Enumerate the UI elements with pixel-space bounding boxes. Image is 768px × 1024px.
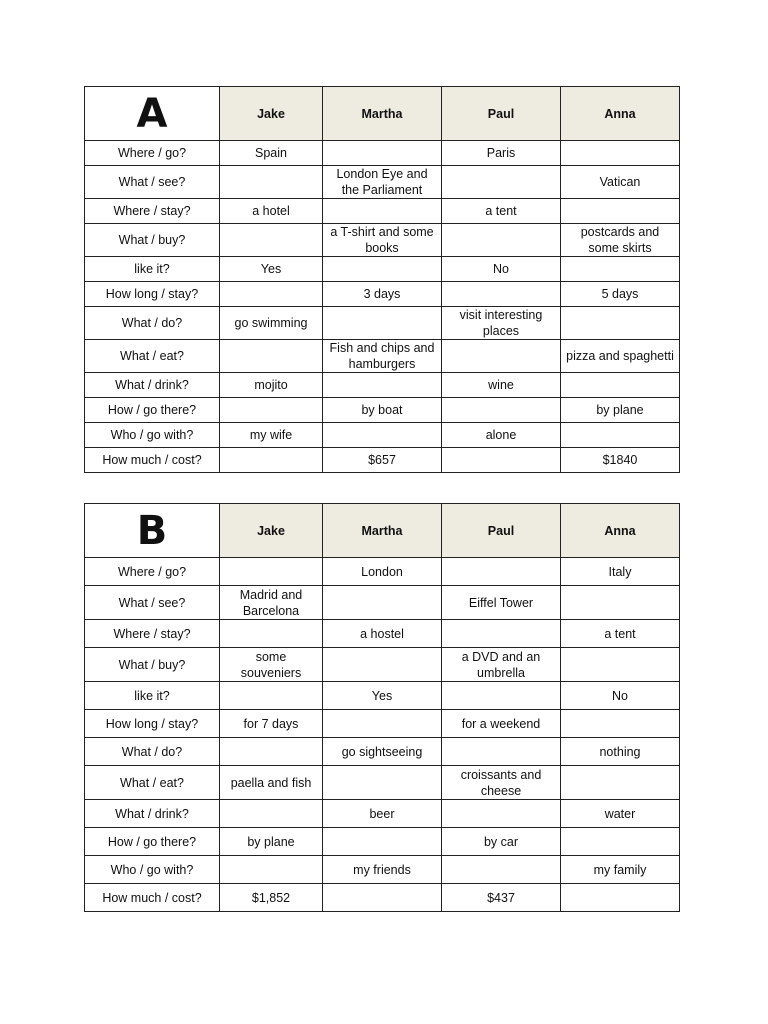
question-cell: What / drink? — [85, 373, 220, 398]
answer-cell-anna — [561, 257, 680, 282]
column-header-anna: Anna — [561, 504, 680, 558]
answer-cell-paul: a tent — [442, 199, 561, 224]
answer-cell-jake: a hotel — [220, 199, 323, 224]
answer-cell-anna — [561, 710, 680, 738]
column-header-jake: Jake — [220, 504, 323, 558]
answer-cell-paul — [442, 448, 561, 473]
answer-cell-anna — [561, 766, 680, 800]
answer-cell-martha — [323, 766, 442, 800]
answer-cell-martha — [323, 586, 442, 620]
answer-cell-jake: Madrid and Barcelona — [220, 586, 323, 620]
answer-cell-paul — [442, 620, 561, 648]
answer-cell-paul — [442, 166, 561, 199]
answer-cell-jake — [220, 620, 323, 648]
column-header-paul: Paul — [442, 87, 561, 141]
question-cell: Who / go with? — [85, 856, 220, 884]
answer-cell-jake — [220, 224, 323, 257]
table-row — [85, 423, 680, 448]
answer-cell-paul — [442, 340, 561, 373]
answer-cell-anna — [561, 648, 680, 682]
answer-cell-jake — [220, 166, 323, 199]
answer-cell-jake: Spain — [220, 141, 323, 166]
question-cell: What / drink? — [85, 800, 220, 828]
question-cell: What / do? — [85, 738, 220, 766]
answer-cell-anna: 5 days — [561, 282, 680, 307]
table-row — [85, 558, 680, 586]
answer-cell-paul: $437 — [442, 884, 561, 912]
table-row — [85, 738, 680, 766]
header-row — [85, 504, 680, 558]
table-row — [85, 856, 680, 884]
answer-cell-jake: by plane — [220, 828, 323, 856]
answer-cell-martha — [323, 199, 442, 224]
answer-cell-martha: my friends — [323, 856, 442, 884]
answer-cell-martha: 3 days — [323, 282, 442, 307]
table-row — [85, 448, 680, 473]
answer-cell-jake — [220, 398, 323, 423]
answer-cell-paul: wine — [442, 373, 561, 398]
question-cell: Where / go? — [85, 141, 220, 166]
header-row — [85, 87, 680, 141]
answer-cell-jake — [220, 800, 323, 828]
answer-cell-jake — [220, 738, 323, 766]
answer-cell-martha: Fish and chips and hamburgers — [323, 340, 442, 373]
answer-cell-martha: beer — [323, 800, 442, 828]
answer-cell-jake: go swimming — [220, 307, 323, 340]
question-cell: How / go there? — [85, 398, 220, 423]
answer-cell-jake: paella and fish — [220, 766, 323, 800]
answer-cell-jake: mojito — [220, 373, 323, 398]
answer-cell-anna — [561, 141, 680, 166]
question-cell: What / see? — [85, 586, 220, 620]
answer-cell-jake — [220, 340, 323, 373]
answer-cell-jake: some souveniers — [220, 648, 323, 682]
answer-cell-paul — [442, 398, 561, 423]
answer-cell-jake: Yes — [220, 257, 323, 282]
answer-cell-jake — [220, 558, 323, 586]
answer-cell-martha: $657 — [323, 448, 442, 473]
question-cell: Where / go? — [85, 558, 220, 586]
column-header-jake: Jake — [220, 87, 323, 141]
table-row — [85, 620, 680, 648]
answer-cell-martha: London — [323, 558, 442, 586]
table-row — [85, 282, 680, 307]
answer-cell-paul: visit interesting places — [442, 307, 561, 340]
question-cell: What / do? — [85, 307, 220, 340]
table-a-body — [85, 87, 680, 473]
answer-cell-martha: Yes — [323, 682, 442, 710]
answer-cell-anna — [561, 828, 680, 856]
answer-cell-paul: by car — [442, 828, 561, 856]
answer-cell-jake — [220, 682, 323, 710]
answer-cell-paul: a DVD and an umbrella — [442, 648, 561, 682]
answer-cell-anna — [561, 373, 680, 398]
answer-cell-paul: croissants and cheese — [442, 766, 561, 800]
question-cell: How much / cost? — [85, 448, 220, 473]
table-row — [85, 800, 680, 828]
answer-cell-anna: $1840 — [561, 448, 680, 473]
question-cell: How long / stay? — [85, 282, 220, 307]
answer-cell-anna — [561, 307, 680, 340]
answer-cell-martha — [323, 373, 442, 398]
answer-cell-paul — [442, 224, 561, 257]
table-row — [85, 199, 680, 224]
answer-cell-martha: go sightseeing — [323, 738, 442, 766]
answer-cell-jake — [220, 856, 323, 884]
table-row — [85, 828, 680, 856]
table-row — [85, 166, 680, 199]
question-cell: Who / go with? — [85, 423, 220, 448]
table-letter: A — [85, 87, 220, 141]
answer-cell-paul — [442, 856, 561, 884]
question-cell: How much / cost? — [85, 884, 220, 912]
answer-cell-paul: for a weekend — [442, 710, 561, 738]
answer-cell-anna: my family — [561, 856, 680, 884]
answer-cell-anna: postcards and some skirts — [561, 224, 680, 257]
answer-cell-paul: alone — [442, 423, 561, 448]
answer-cell-jake: $1,852 — [220, 884, 323, 912]
answer-cell-paul: Paris — [442, 141, 561, 166]
answer-cell-anna: pizza and spaghetti — [561, 340, 680, 373]
question-cell: How / go there? — [85, 828, 220, 856]
answer-cell-anna — [561, 884, 680, 912]
question-cell: What / eat? — [85, 766, 220, 800]
answer-cell-paul — [442, 800, 561, 828]
table-b-body — [85, 504, 680, 912]
question-cell: like it? — [85, 257, 220, 282]
question-cell: How long / stay? — [85, 710, 220, 738]
answer-cell-martha — [323, 307, 442, 340]
table-row — [85, 307, 680, 340]
answer-cell-martha — [323, 257, 442, 282]
answer-cell-anna: by plane — [561, 398, 680, 423]
answer-cell-martha — [323, 141, 442, 166]
answer-cell-paul: Eiffel Tower — [442, 586, 561, 620]
question-cell: What / eat? — [85, 340, 220, 373]
column-header-martha: Martha — [323, 87, 442, 141]
column-header-martha: Martha — [323, 504, 442, 558]
table-row — [85, 398, 680, 423]
column-header-anna: Anna — [561, 87, 680, 141]
answer-cell-martha — [323, 884, 442, 912]
answer-cell-anna: Vatican — [561, 166, 680, 199]
table-row — [85, 648, 680, 682]
answer-cell-paul — [442, 738, 561, 766]
answer-cell-paul: No — [442, 257, 561, 282]
answer-cell-martha: a hostel — [323, 620, 442, 648]
table-row — [85, 257, 680, 282]
answer-cell-paul — [442, 682, 561, 710]
question-cell: What / buy? — [85, 648, 220, 682]
answer-cell-martha: by boat — [323, 398, 442, 423]
answer-cell-martha: London Eye and the Parliament — [323, 166, 442, 199]
question-cell: like it? — [85, 682, 220, 710]
answer-cell-anna: nothing — [561, 738, 680, 766]
question-cell: Where / stay? — [85, 620, 220, 648]
answer-cell-anna — [561, 199, 680, 224]
table-row — [85, 682, 680, 710]
answer-cell-martha — [323, 423, 442, 448]
table-row — [85, 884, 680, 912]
answer-cell-jake: for 7 days — [220, 710, 323, 738]
answer-cell-jake — [220, 448, 323, 473]
table-letter: B — [85, 504, 220, 558]
answer-cell-jake: my wife — [220, 423, 323, 448]
answer-cell-anna: Italy — [561, 558, 680, 586]
answer-cell-martha: a T-shirt and some books — [323, 224, 442, 257]
table-row — [85, 766, 680, 800]
answer-cell-paul — [442, 558, 561, 586]
column-header-paul: Paul — [442, 504, 561, 558]
question-cell: Where / stay? — [85, 199, 220, 224]
answer-cell-anna — [561, 586, 680, 620]
table-row — [85, 586, 680, 620]
table-row — [85, 224, 680, 257]
answer-cell-anna: water — [561, 800, 680, 828]
answer-cell-martha — [323, 648, 442, 682]
table-row — [85, 373, 680, 398]
answer-cell-anna: a tent — [561, 620, 680, 648]
question-cell: What / buy? — [85, 224, 220, 257]
answer-cell-martha — [323, 828, 442, 856]
table-row — [85, 710, 680, 738]
answer-cell-paul — [442, 282, 561, 307]
table-row — [85, 141, 680, 166]
table-b — [84, 503, 680, 912]
answer-cell-jake — [220, 282, 323, 307]
answer-cell-martha — [323, 710, 442, 738]
answer-cell-anna: No — [561, 682, 680, 710]
table-row — [85, 340, 680, 373]
table-a — [84, 86, 680, 473]
question-cell: What / see? — [85, 166, 220, 199]
answer-cell-anna — [561, 423, 680, 448]
